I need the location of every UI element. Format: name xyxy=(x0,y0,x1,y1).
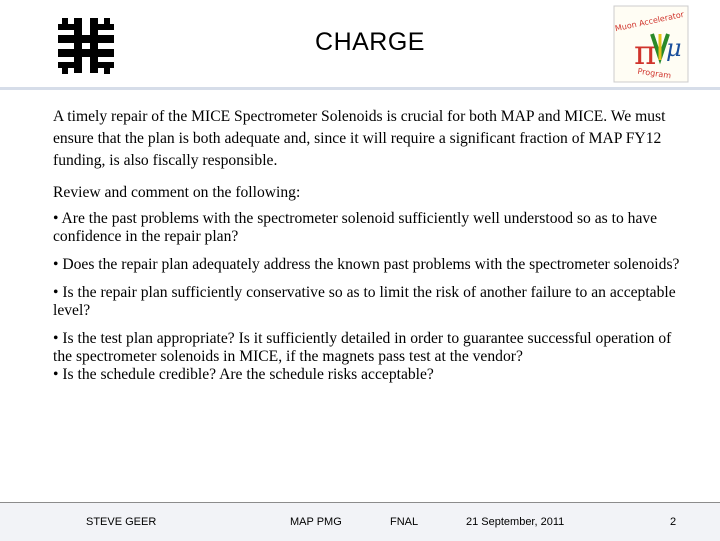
footer-lab: FNAL xyxy=(390,516,419,528)
intro-paragraph: A timely repair of the MICE Spectrometer Solenoids is crucial for both MAP and MICE. We must ensure that the plan is both adequate and, since it will require a significant fraction of MAP FY12 funding, is also fiscally responsible. xyxy=(53,108,666,169)
svg-text:μ: μ xyxy=(666,34,682,62)
list-item: • Does the repair plan adequately address the known past problems with the spectrometer solenoids? xyxy=(53,256,680,273)
footer-program: MAP PMG xyxy=(290,516,342,528)
list-item: • Is the test plan appropriate? Is it sufficiently detailed in order to guarantee successful operation of the spectrometer solenoids in MICE, if the magnets pass test at the vendor? xyxy=(53,330,672,365)
svg-text:Muon Accelerator: Muon Accelerator xyxy=(614,9,685,34)
slide-body xyxy=(53,106,681,384)
footer-author: STEVE GEER xyxy=(86,516,157,528)
slide-title: CHARGE xyxy=(315,28,425,56)
list-item: • Is the schedule credible? Are the schedule risks acceptable? xyxy=(53,366,434,383)
title-divider xyxy=(0,87,720,90)
page-number: 2 xyxy=(670,516,677,528)
question-list xyxy=(53,210,681,384)
svg-text:Program: Program xyxy=(637,66,672,81)
list-item: • Are the past problems with the spectrometer solenoid sufficiently well understood so as to have confidence in the repair plan? xyxy=(53,210,658,245)
review-heading: Review and comment on the following: xyxy=(53,184,301,201)
slide-footer xyxy=(0,502,720,541)
list-item: • Is the repair plan sufficiently conservative so as to limit the risk of another failure to an acceptable level? xyxy=(53,284,676,319)
footer-date: 21 September, 2011 xyxy=(466,516,565,528)
svg-text:π: π xyxy=(634,33,657,73)
muon-accelerator-program-logo-icon xyxy=(612,4,690,84)
